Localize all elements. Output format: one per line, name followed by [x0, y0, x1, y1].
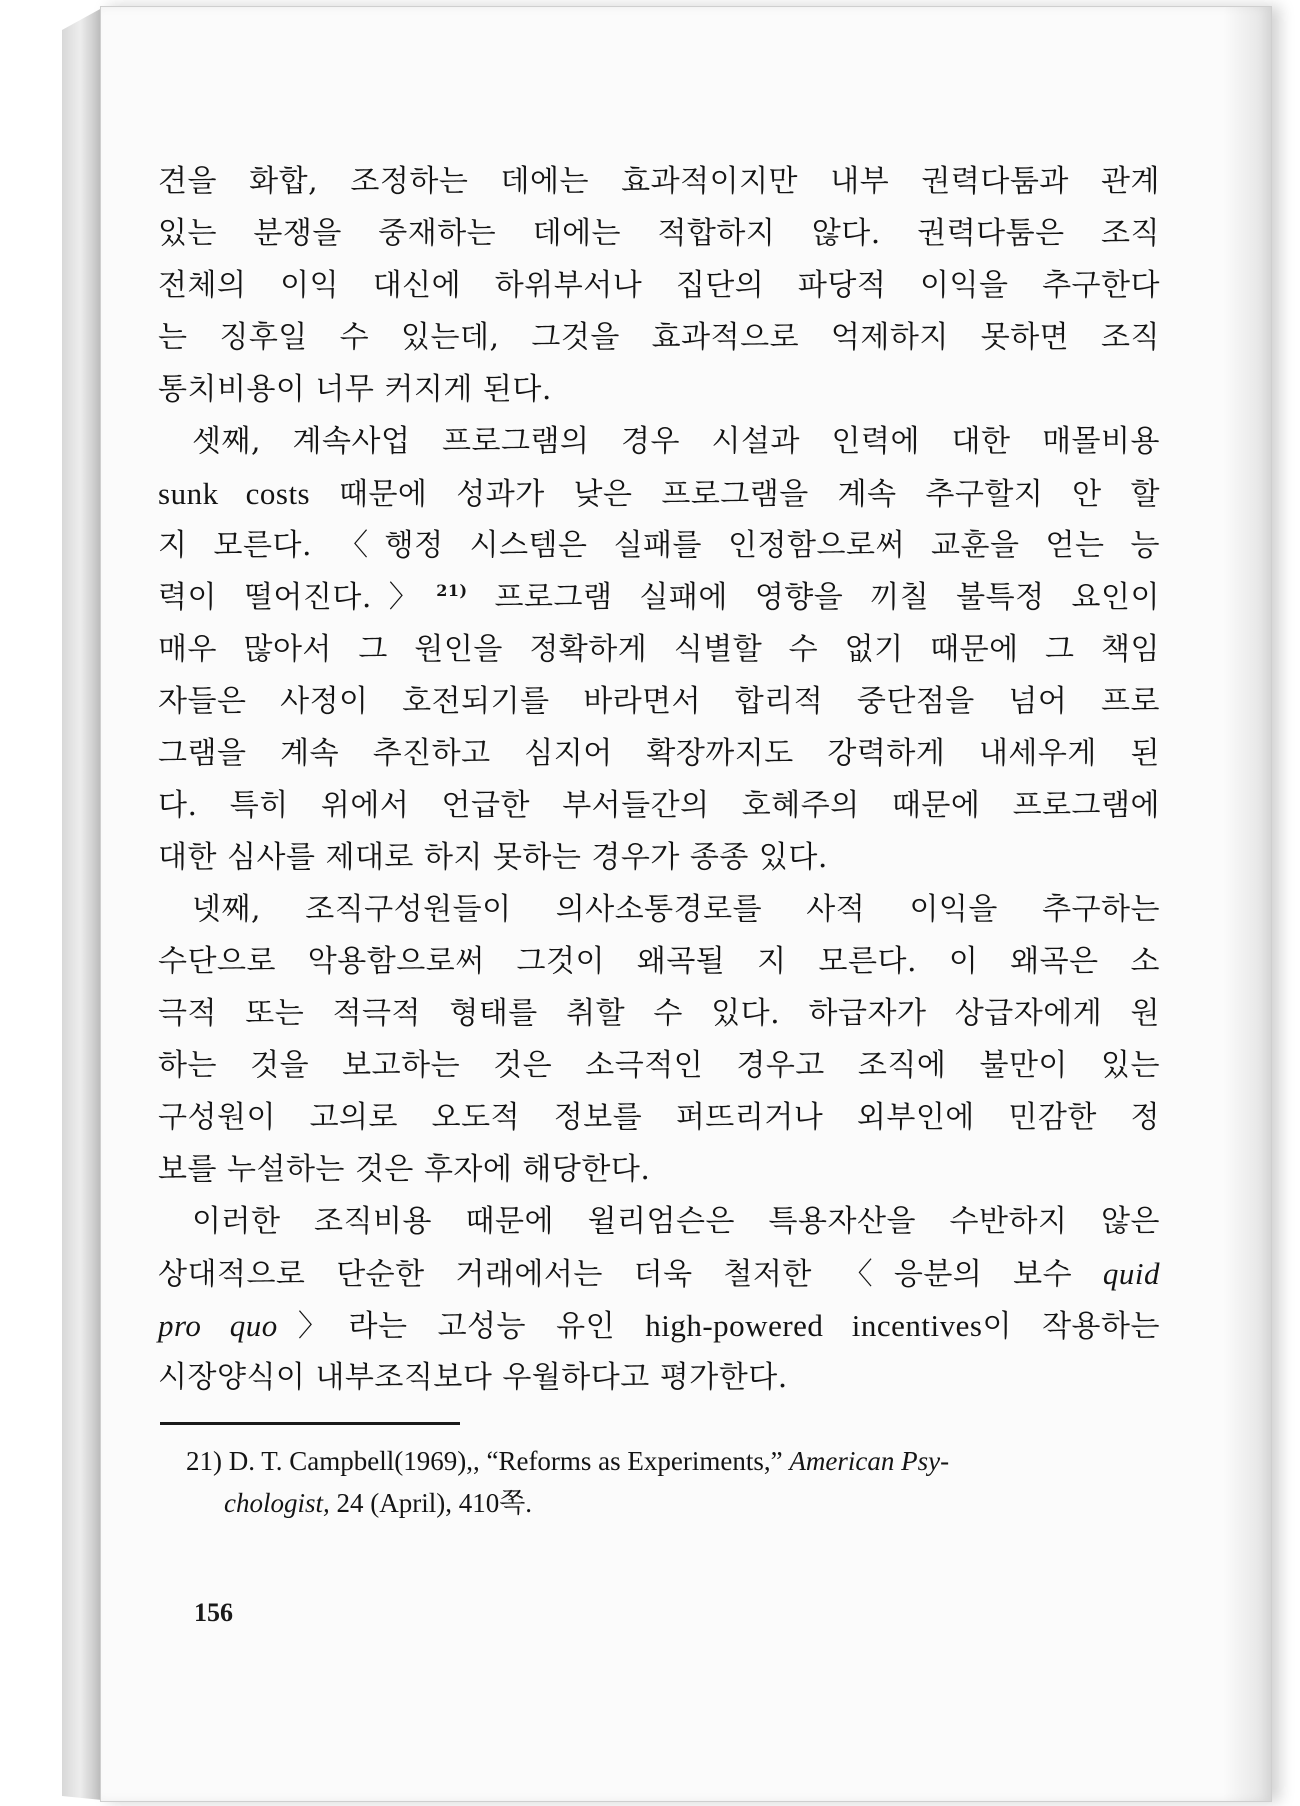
footnote-text: 24 (April), 410쪽. — [329, 1488, 533, 1518]
text-line: 시장양식이 내부조직보다 우월하다고 평가한다. — [158, 1360, 788, 1395]
text-span: 프로그램 실패에 영향을 끼칠 불특정 요인이 — [467, 580, 1160, 615]
text-line: 셋째, 계속사업 프로그램의 경우 시설과 인력에 대한 매몰비용 — [192, 424, 1160, 459]
text-line: 는 징후일 수 있는데, 그것을 효과적으로 억제하지 못하면 조직 — [158, 320, 1160, 355]
footnote-reference[interactable]: 21) — [436, 581, 468, 600]
text-line: 보를 누설하는 것은 후자에 해당한다. — [158, 1152, 651, 1187]
book-edge — [62, 8, 102, 1800]
text-line: 있는 분쟁을 중재하는 데에는 적합하지 않다. 권력다툼은 조직 — [158, 216, 1160, 251]
text-line — [158, 468, 1160, 520]
footnote-line — [186, 1440, 1136, 1482]
footnote — [186, 1440, 1136, 1524]
english-term: sunk costs — [158, 476, 311, 511]
text-span: 〉라는 고성능 유인 — [277, 1309, 646, 1344]
english-term: high-powered incentives — [645, 1308, 983, 1343]
footnote-divider — [160, 1422, 460, 1425]
latin-phrase: pro quo — [158, 1308, 278, 1343]
text-line: 다. 특히 위에서 언급한 부서들간의 호혜주의 때문에 프로그램에 — [158, 788, 1160, 823]
text-span: 력이 떨어진다.〉 — [158, 580, 437, 615]
text-line: 구성원이 고의로 오도적 정보를 퍼뜨리거나 외부인에 민감한 정 — [158, 1100, 1160, 1135]
text-line: 하는 것을 보고하는 것은 소극적인 경우고 조직에 불만이 있는 — [158, 1048, 1160, 1083]
footnote-line — [186, 1482, 1136, 1524]
text-line: 그램을 계속 추진하고 심지어 확장까지도 강력하게 내세우게 된 — [158, 736, 1160, 771]
text-span: 상대적으로 단순한 거래에서는 더욱 철저한 〈응분의 보수 — [158, 1257, 1103, 1292]
body-text — [158, 156, 1160, 1404]
page-number: 156 — [194, 1598, 233, 1627]
text-line: 전체의 이익 대신에 하위부서나 집단의 파당적 이익을 추구한다 — [158, 268, 1160, 303]
text-line: 수단으로 악용함으로써 그것이 왜곡될 지 모른다. 이 왜곡은 소 — [158, 944, 1160, 979]
page-shade — [1223, 7, 1271, 1801]
latin-phrase: quid — [1102, 1256, 1160, 1291]
footnote-text: D. T. Campbell(1969),, “Reforms as Experiments,” — [222, 1446, 790, 1476]
text-span: 때문에 성과가 낮은 프로그램을 계속 추구할지 안 할 — [310, 477, 1160, 512]
journal-title: American Psy- — [789, 1446, 950, 1476]
text-line: 대한 심사를 제대로 하지 못하는 경우가 종종 있다. — [158, 840, 828, 875]
text-line: 매우 많아서 그 원인을 정확하게 식별할 수 없기 때문에 그 책임 — [158, 632, 1160, 667]
text-line: 통치비용이 너무 커지게 된다. — [158, 372, 552, 407]
text-line — [158, 1248, 1160, 1300]
text-span: 이 작용하는 — [982, 1309, 1160, 1344]
text-line: 극적 또는 적극적 형태를 취할 수 있다. 하급자가 상급자에게 원 — [158, 996, 1160, 1031]
text-line — [158, 572, 1160, 624]
text-line: 자들은 사정이 호전되기를 바라면서 합리적 중단점을 넘어 프로 — [158, 684, 1160, 719]
text-line: 견을 화합, 조정하는 데에는 효과적이지만 내부 권력다툼과 관계 — [158, 164, 1160, 199]
journal-title: chologist, — [224, 1488, 330, 1518]
text-line — [158, 1300, 1160, 1352]
text-line: 지 모른다. 〈행정 시스템은 실패를 인정함으로써 교훈을 얻는 능 — [158, 528, 1160, 563]
text-line: 넷째, 조직구성원들이 의사소통경로를 사적 이익을 추구하는 — [192, 892, 1160, 927]
text-line: 이러한 조직비용 때문에 윌리엄슨은 특용자산을 수반하지 않은 — [192, 1204, 1160, 1239]
footnote-number: 21) — [186, 1446, 222, 1476]
